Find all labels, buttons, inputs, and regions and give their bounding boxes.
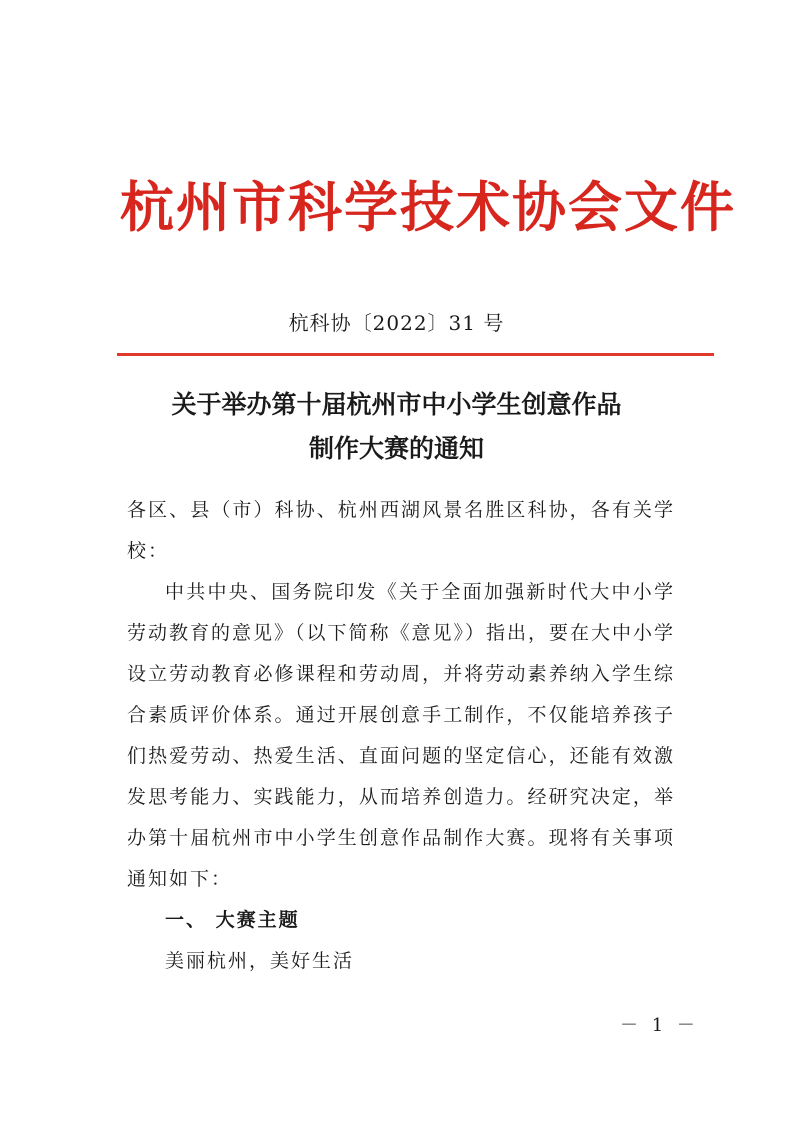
section-heading-theme: 一、 大赛主题	[165, 909, 300, 931]
notice-title	[100, 383, 693, 471]
notice-title-line-1: 关于举办第十届杭州市中小学生创意作品	[171, 390, 622, 419]
notice-body	[127, 490, 675, 982]
addressee-line: 各区、县（市）科协、杭州西湖风景名胜区科协，各有关学校：	[127, 499, 675, 562]
document-header-title: 杭州市科学技术协会文件	[120, 175, 736, 239]
intro-paragraph: 中共中央、国务院印发《关于全面加强新时代大中小学劳动教育的意见》（以下简称《意见》）指出，要在大中小学设立劳动教育必修课程和劳动周，并将劳动素养纳入学生综合素质评价体系。通过开展创意手工制作，不仅能培养孩子们热爱劳动、热爱生活、直面问题的坚定信心，还能有效激发思考能力、实践能力，从而培养创造力。经研究决定，举办第十届杭州市中小学生创意作品制作大赛。现将有关事项通知如下：	[127, 581, 676, 890]
notice-title-line-2: 制作大赛的通知	[308, 434, 484, 463]
page-number: － 1 －	[620, 1015, 699, 1036]
document-number: 杭科协〔2022〕31 号	[288, 311, 505, 335]
section-theme-text: 美丽杭州，美好生活	[165, 950, 355, 972]
red-divider-line	[117, 353, 714, 356]
